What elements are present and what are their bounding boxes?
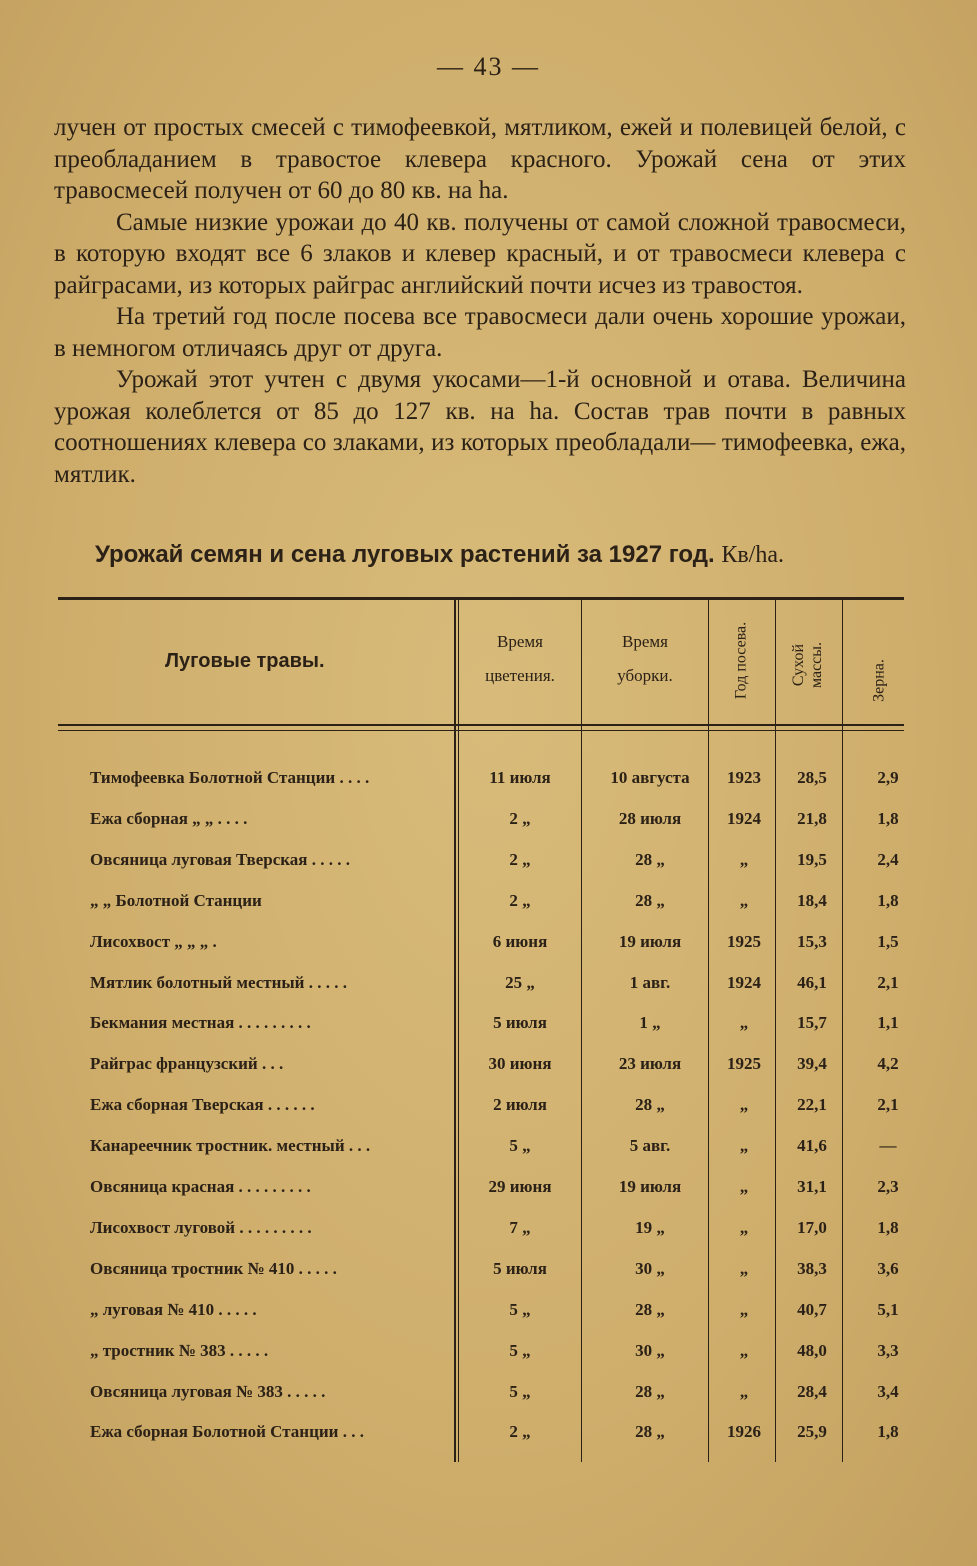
- paragraph: лучен от простых смесей с тимофеевкой, мятликом, ежей и полевицей белой, с преобладанием в травостое клевера красного. Урожай сена от этих травосмесей получен от 60 до 80 кв. на ha.: [54, 114, 906, 204]
- row-sowing-year: 1924: [727, 808, 761, 828]
- row-harvest: 28 „: [635, 1095, 665, 1115]
- row-harvest: 1 авг.: [629, 972, 671, 992]
- header-flowering-line2: цветения.: [485, 666, 555, 685]
- row-name: Ежа сборная „ „ . . . .: [90, 808, 248, 828]
- row-grain: 1,8: [877, 808, 899, 828]
- row-grain: 1,8: [877, 1217, 899, 1237]
- row-name: Тимофеевка Болотной Станции . . . .: [90, 768, 370, 787]
- row-dry-mass: 21,8: [797, 808, 827, 828]
- header-grain: Зерна.: [870, 659, 888, 702]
- row-name: Ежа сборная Болотной Станции . . .: [90, 1422, 364, 1442]
- row-name: Лисохвост „ „ „ .: [90, 931, 217, 951]
- row-harvest: 28 „: [635, 890, 665, 910]
- row-dry-mass: 22,1: [797, 1095, 827, 1115]
- row-grain: 5,1: [877, 1299, 899, 1319]
- row-flowering: 5 июля: [493, 1013, 547, 1033]
- header-harvest-line2: уборки.: [617, 666, 673, 685]
- row-name: Бекмания местная . . . . . . . . .: [90, 1013, 311, 1033]
- header-harvest-line1: Время: [622, 632, 668, 651]
- row-grain: 2,1: [877, 972, 899, 992]
- row-name: Овсяница красная . . . . . . . . .: [90, 1177, 311, 1196]
- table-title-text: Урожай семян и сена луговых растений за 1927 год.: [95, 541, 715, 568]
- row-name: Овсяница луговая Тверская . . . . .: [90, 849, 350, 869]
- row-flowering: 25 „: [505, 972, 535, 992]
- row-dry-mass: 31,1: [797, 1177, 827, 1196]
- row-sowing-year: „: [739, 1299, 749, 1319]
- row-flowering: 29 июня: [488, 1177, 552, 1196]
- table-row: [0, 1259, 977, 1299]
- table-row: [0, 1177, 977, 1217]
- table-row: [0, 932, 977, 972]
- row-dry-mass: 18,4: [797, 890, 827, 910]
- table-row: [0, 973, 977, 1013]
- header-bottom-rule-2: [58, 730, 904, 731]
- header-bottom-rule: [58, 724, 904, 726]
- paragraph: Самые низкие урожаи до 40 кв. получены от самой сложной травосмеси, в которую входят все 6 злаков и клевер красный, и от травосмеси клевера с райграсами, из которых райграс английский почти исчез из травостоя.: [54, 208, 906, 299]
- row-grain: 2,9: [877, 768, 899, 787]
- row-sowing-year: 1924: [727, 972, 761, 992]
- header-harvest: [582, 625, 708, 693]
- row-harvest: 19 „: [635, 1217, 665, 1237]
- row-flowering: 5 „: [509, 1136, 531, 1156]
- row-name: Райграс французский . . .: [90, 1054, 284, 1074]
- row-sowing-year: „: [739, 1258, 749, 1278]
- row-name: „ тростник № 383 . . . . .: [90, 1340, 269, 1360]
- row-grain: 3,3: [877, 1340, 899, 1360]
- row-harvest: 28 „: [635, 1422, 665, 1442]
- row-sowing-year: „: [739, 1136, 749, 1156]
- header-dry-mass-text: Сухой массы.: [790, 641, 825, 689]
- table-row: [0, 891, 977, 931]
- header-dry-mass: [790, 625, 828, 705]
- table-row: [0, 1341, 977, 1381]
- row-sowing-year: „: [739, 1095, 749, 1115]
- row-sowing-year: „: [739, 1340, 749, 1360]
- row-name: Овсяница тростник № 410 . . . . .: [90, 1258, 337, 1278]
- row-flowering: 2 „: [509, 890, 531, 910]
- row-name: Овсяница луговая № 383 . . . . .: [90, 1381, 326, 1401]
- table-row: [0, 1300, 977, 1340]
- row-flowering: 7 „: [509, 1217, 531, 1237]
- table-row: [0, 1422, 977, 1462]
- row-dry-mass: 28,4: [797, 1381, 827, 1401]
- table-top-rule: [58, 597, 904, 600]
- table-row: [0, 809, 977, 849]
- row-dry-mass: 48,0: [797, 1340, 827, 1360]
- row-dry-mass: 39,4: [797, 1054, 827, 1074]
- row-flowering: 5 июля: [493, 1258, 547, 1278]
- table-row: [0, 850, 977, 890]
- row-dry-mass: 17,0: [797, 1217, 827, 1237]
- row-grain: 2,1: [877, 1095, 899, 1115]
- row-dry-mass: 46,1: [797, 972, 827, 992]
- row-sowing-year: „: [739, 1217, 749, 1237]
- header-name: Луговые травы.: [165, 650, 325, 672]
- row-harvest: 28 июля: [618, 808, 682, 828]
- row-sowing-year: 1925: [727, 1054, 761, 1074]
- row-dry-mass: 15,7: [797, 1013, 827, 1033]
- row-grain: 2,4: [877, 849, 899, 869]
- row-sowing-year: „: [739, 1177, 749, 1196]
- row-flowering: 2 июля: [493, 1095, 547, 1115]
- paragraph: Урожай этот учтен с двумя укосами—1-й основной и отава. Величина урожая колеблется от 85 до 127 кв. на ha. Состав трав почти в равных соотношениях клевера со злаками, из которых преобладали— тимофеевка, ежа, мятлик.: [54, 366, 906, 488]
- row-harvest: 28 „: [635, 849, 665, 869]
- table-title: [95, 541, 915, 569]
- row-flowering: 2 „: [509, 849, 531, 869]
- row-dry-mass: 15,3: [797, 931, 827, 951]
- row-sowing-year: „: [739, 849, 749, 869]
- row-grain: 3,6: [877, 1258, 899, 1278]
- row-flowering: 11 июля: [489, 768, 551, 787]
- row-name: Ежа сборная Тверская . . . . . .: [90, 1095, 315, 1115]
- row-flowering: 5 „: [509, 1340, 531, 1360]
- row-harvest: 10 августа: [610, 768, 690, 787]
- row-harvest: 30 „: [635, 1340, 665, 1360]
- table-row: [0, 768, 977, 808]
- header-flowering-line1: Время: [497, 632, 543, 651]
- row-grain: 1,8: [877, 890, 899, 910]
- row-dry-mass: 41,6: [797, 1136, 827, 1156]
- table-row: [0, 1218, 977, 1258]
- row-grain: 1,8: [877, 1422, 899, 1442]
- row-harvest: 28 „: [635, 1299, 665, 1319]
- row-harvest: 28 „: [635, 1381, 665, 1401]
- row-sowing-year: 1925: [727, 931, 761, 951]
- row-flowering: 6 июня: [492, 931, 548, 951]
- table-row: [0, 1013, 977, 1053]
- row-grain: —: [879, 1136, 897, 1156]
- row-name: „ „ Болотной Станции: [90, 890, 262, 910]
- row-harvest: 5 авг.: [629, 1136, 671, 1156]
- table-row: [0, 1095, 977, 1135]
- header-sowing-year: Год посева.: [732, 621, 750, 700]
- table-row: [0, 1382, 977, 1422]
- row-sowing-year: 1923: [727, 768, 761, 787]
- row-name: „ луговая № 410 . . . . .: [90, 1299, 257, 1319]
- paragraph: На третий год после посева все травосмеси дали очень хорошие урожаи, в немногом отличаясь друг от друга.: [54, 303, 906, 362]
- row-grain: 2,3: [877, 1177, 899, 1196]
- row-name: Лисохвост луговой . . . . . . . . .: [90, 1217, 312, 1237]
- row-name: Канареечник тростник. местный . . .: [90, 1136, 371, 1156]
- table-unit: Кв/ha.: [721, 542, 784, 568]
- row-harvest: 19 июля: [618, 931, 682, 951]
- page-number: — 43 —: [437, 52, 540, 81]
- row-harvest: 19 июля: [618, 1177, 682, 1196]
- row-flowering: 2 „: [509, 808, 531, 828]
- row-dry-mass: 28,5: [797, 768, 827, 787]
- row-sowing-year: „: [739, 890, 749, 910]
- row-flowering: 5 „: [509, 1381, 531, 1401]
- body-text: [54, 112, 906, 490]
- row-sowing-year: „: [739, 1381, 749, 1401]
- row-dry-mass: 40,7: [797, 1299, 827, 1319]
- header-flowering: [459, 625, 581, 693]
- row-grain: 1,1: [877, 1013, 899, 1033]
- row-dry-mass: 38,3: [797, 1258, 827, 1278]
- row-flowering: 5 „: [509, 1299, 531, 1319]
- row-grain: 3,4: [877, 1381, 899, 1401]
- table-row: [0, 1054, 977, 1094]
- row-flowering: 30 июня: [488, 1054, 552, 1074]
- row-harvest: 30 „: [635, 1258, 665, 1278]
- row-flowering: 2 „: [509, 1422, 531, 1442]
- table-row: [0, 1136, 977, 1176]
- row-name: Мятлик болотный местный . . . . .: [90, 972, 347, 992]
- row-sowing-year: 1926: [727, 1422, 761, 1442]
- row-grain: 1,5: [877, 931, 899, 951]
- row-dry-mass: 25,9: [797, 1422, 827, 1442]
- row-sowing-year: „: [739, 1013, 749, 1033]
- row-grain: 4,2: [877, 1054, 899, 1074]
- row-dry-mass: 19,5: [797, 849, 827, 869]
- row-harvest: 23 июля: [618, 1054, 682, 1074]
- row-harvest: 1 „: [639, 1013, 661, 1033]
